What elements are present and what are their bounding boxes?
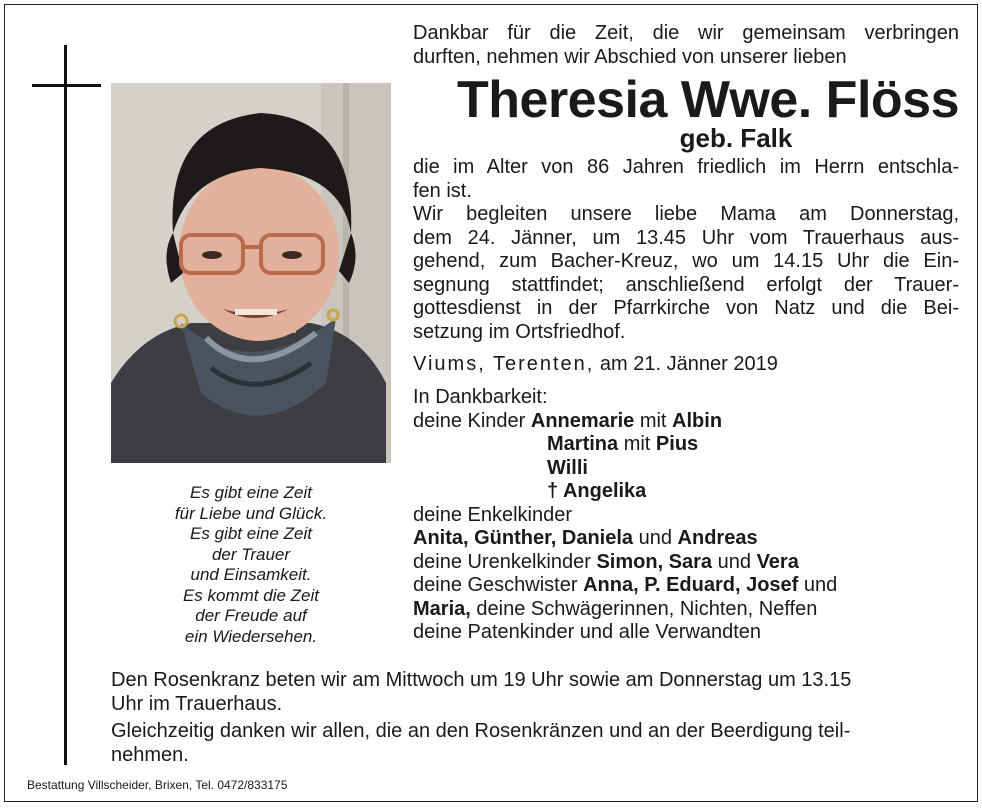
cross-vertical-bar: [64, 45, 67, 765]
paragraph-line: fen ist.: [413, 179, 472, 202]
great-and: und: [717, 550, 751, 573]
child-name: Martina: [547, 433, 619, 455]
paragraph-line: segnung stattfindet; anschließend erfolgt der Trauer-: [413, 273, 959, 296]
children-row: [413, 433, 959, 457]
siblings-label: deine Geschwister: [413, 574, 578, 596]
paragraph-line: gehend, zum Bacher-Kreuz, wo um 14.15 Uhr die Ein-: [413, 250, 959, 272]
announcement-paragraph: [413, 156, 959, 344]
siblings-rest: deine Schwägerinnen, Nichten, Neffen: [476, 597, 818, 620]
poem-line: Es gibt eine Zeit: [190, 483, 312, 502]
paragraph-line: dem 24. Jänner, um 13.45 Uhr vom Trauerhaus aus-: [413, 226, 959, 249]
grandchildren-and: und: [638, 527, 672, 549]
intro-text: [413, 21, 959, 69]
paragraph-line: setzung im Ortsfriedhof.: [413, 320, 626, 343]
birth-name: geb. Falk: [679, 123, 793, 153]
child-name: Willi: [547, 456, 588, 479]
child-name: Annemarie: [530, 409, 635, 432]
great-grandchildren-row: [413, 551, 959, 575]
paragraph-line: Wir begleiten unsere liebe Mama am Donnerstag,: [413, 203, 959, 225]
cross-horizontal-bar: [32, 84, 101, 87]
children-row: [413, 410, 959, 434]
great-label: deine Urenkelkinder: [413, 550, 591, 573]
children-label: deine Kinder: [413, 409, 526, 432]
siblings-row-2: [413, 598, 959, 622]
child-name: † Angelika: [547, 480, 647, 502]
thanks-heading: In Dankbarkeit:: [413, 386, 548, 408]
rosary-line: Den Rosenkranz beten wir am Mittwoch um 19 Uhr sowie am Donnerstag um 13.15: [111, 669, 852, 691]
grandchildren-names: Anita, Günther, Daniela: [413, 527, 634, 549]
child-partner: Albin: [672, 409, 723, 432]
children-row: [413, 457, 959, 481]
poem-line: ein Wiedersehen.: [184, 626, 318, 646]
poem-line: Es kommt die Zeit: [182, 585, 320, 605]
funeral-home-footer: Bestattung Villscheider, Brixen, Tel. 0472/833175: [27, 778, 288, 792]
child-partner: Pius: [655, 433, 699, 455]
obituary-notice: [4, 4, 978, 802]
grandchildren-label: deine Enkelkinder: [413, 503, 572, 526]
great-last: Vera: [756, 550, 799, 573]
thanks-line: nehmen.: [111, 743, 189, 766]
poem-line: und Einsamkeit.: [190, 565, 312, 584]
child-connector: mit: [623, 433, 651, 455]
thanks-line: Gleichzeitig danken wir allen, die an den Rosenkränzen und an der Beerdigung teil-: [111, 720, 851, 742]
siblings-names: Anna, P. Eduard, Josef: [583, 574, 799, 596]
siblings-row: [413, 574, 959, 598]
poem-line: der Trauer: [211, 544, 291, 564]
child-connector: mit: [639, 409, 667, 432]
paragraph-line: die im Alter von 86 Jahren friedlich im Herrn entschla-: [413, 156, 959, 178]
intro-line: Dankbar für die Zeit, die wir gemeinsam verbringen: [413, 22, 959, 44]
godchildren-row: deine Patenkinder und alle Verwandten: [413, 621, 762, 643]
grandchildren-row: [413, 527, 959, 551]
main-text-column: [413, 21, 959, 645]
siblings-last: Maria,: [413, 597, 471, 620]
poem-line: Es gibt eine Zeit: [190, 524, 312, 543]
poem-line: der Freude auf: [195, 606, 307, 625]
children-row: [413, 480, 959, 504]
rosary-line: Uhr im Trauerhaus.: [111, 692, 283, 715]
deceased-name: Theresia Wwe. Flöss: [457, 71, 959, 129]
place-date-text: am 21. Jänner 2019: [599, 353, 778, 375]
bottom-text: [111, 669, 959, 767]
mourners-list: [413, 386, 959, 645]
intro-line: durften, nehmen wir Abschied von unserer lieben: [413, 46, 847, 68]
portrait-photo: [111, 83, 391, 463]
siblings-and: und: [803, 574, 838, 596]
poem-line: für Liebe und Glück.: [174, 503, 328, 523]
paragraph-line: gottesdienst in der Pfarrkirche von Natz und die Bei-: [413, 297, 959, 319]
grandchildren-last: Andreas: [677, 527, 758, 549]
poem: [133, 483, 369, 647]
place-towns: Viums, Terenten,: [413, 353, 595, 375]
place-date: [413, 352, 959, 376]
great-names: Simon, Sara: [596, 550, 713, 573]
